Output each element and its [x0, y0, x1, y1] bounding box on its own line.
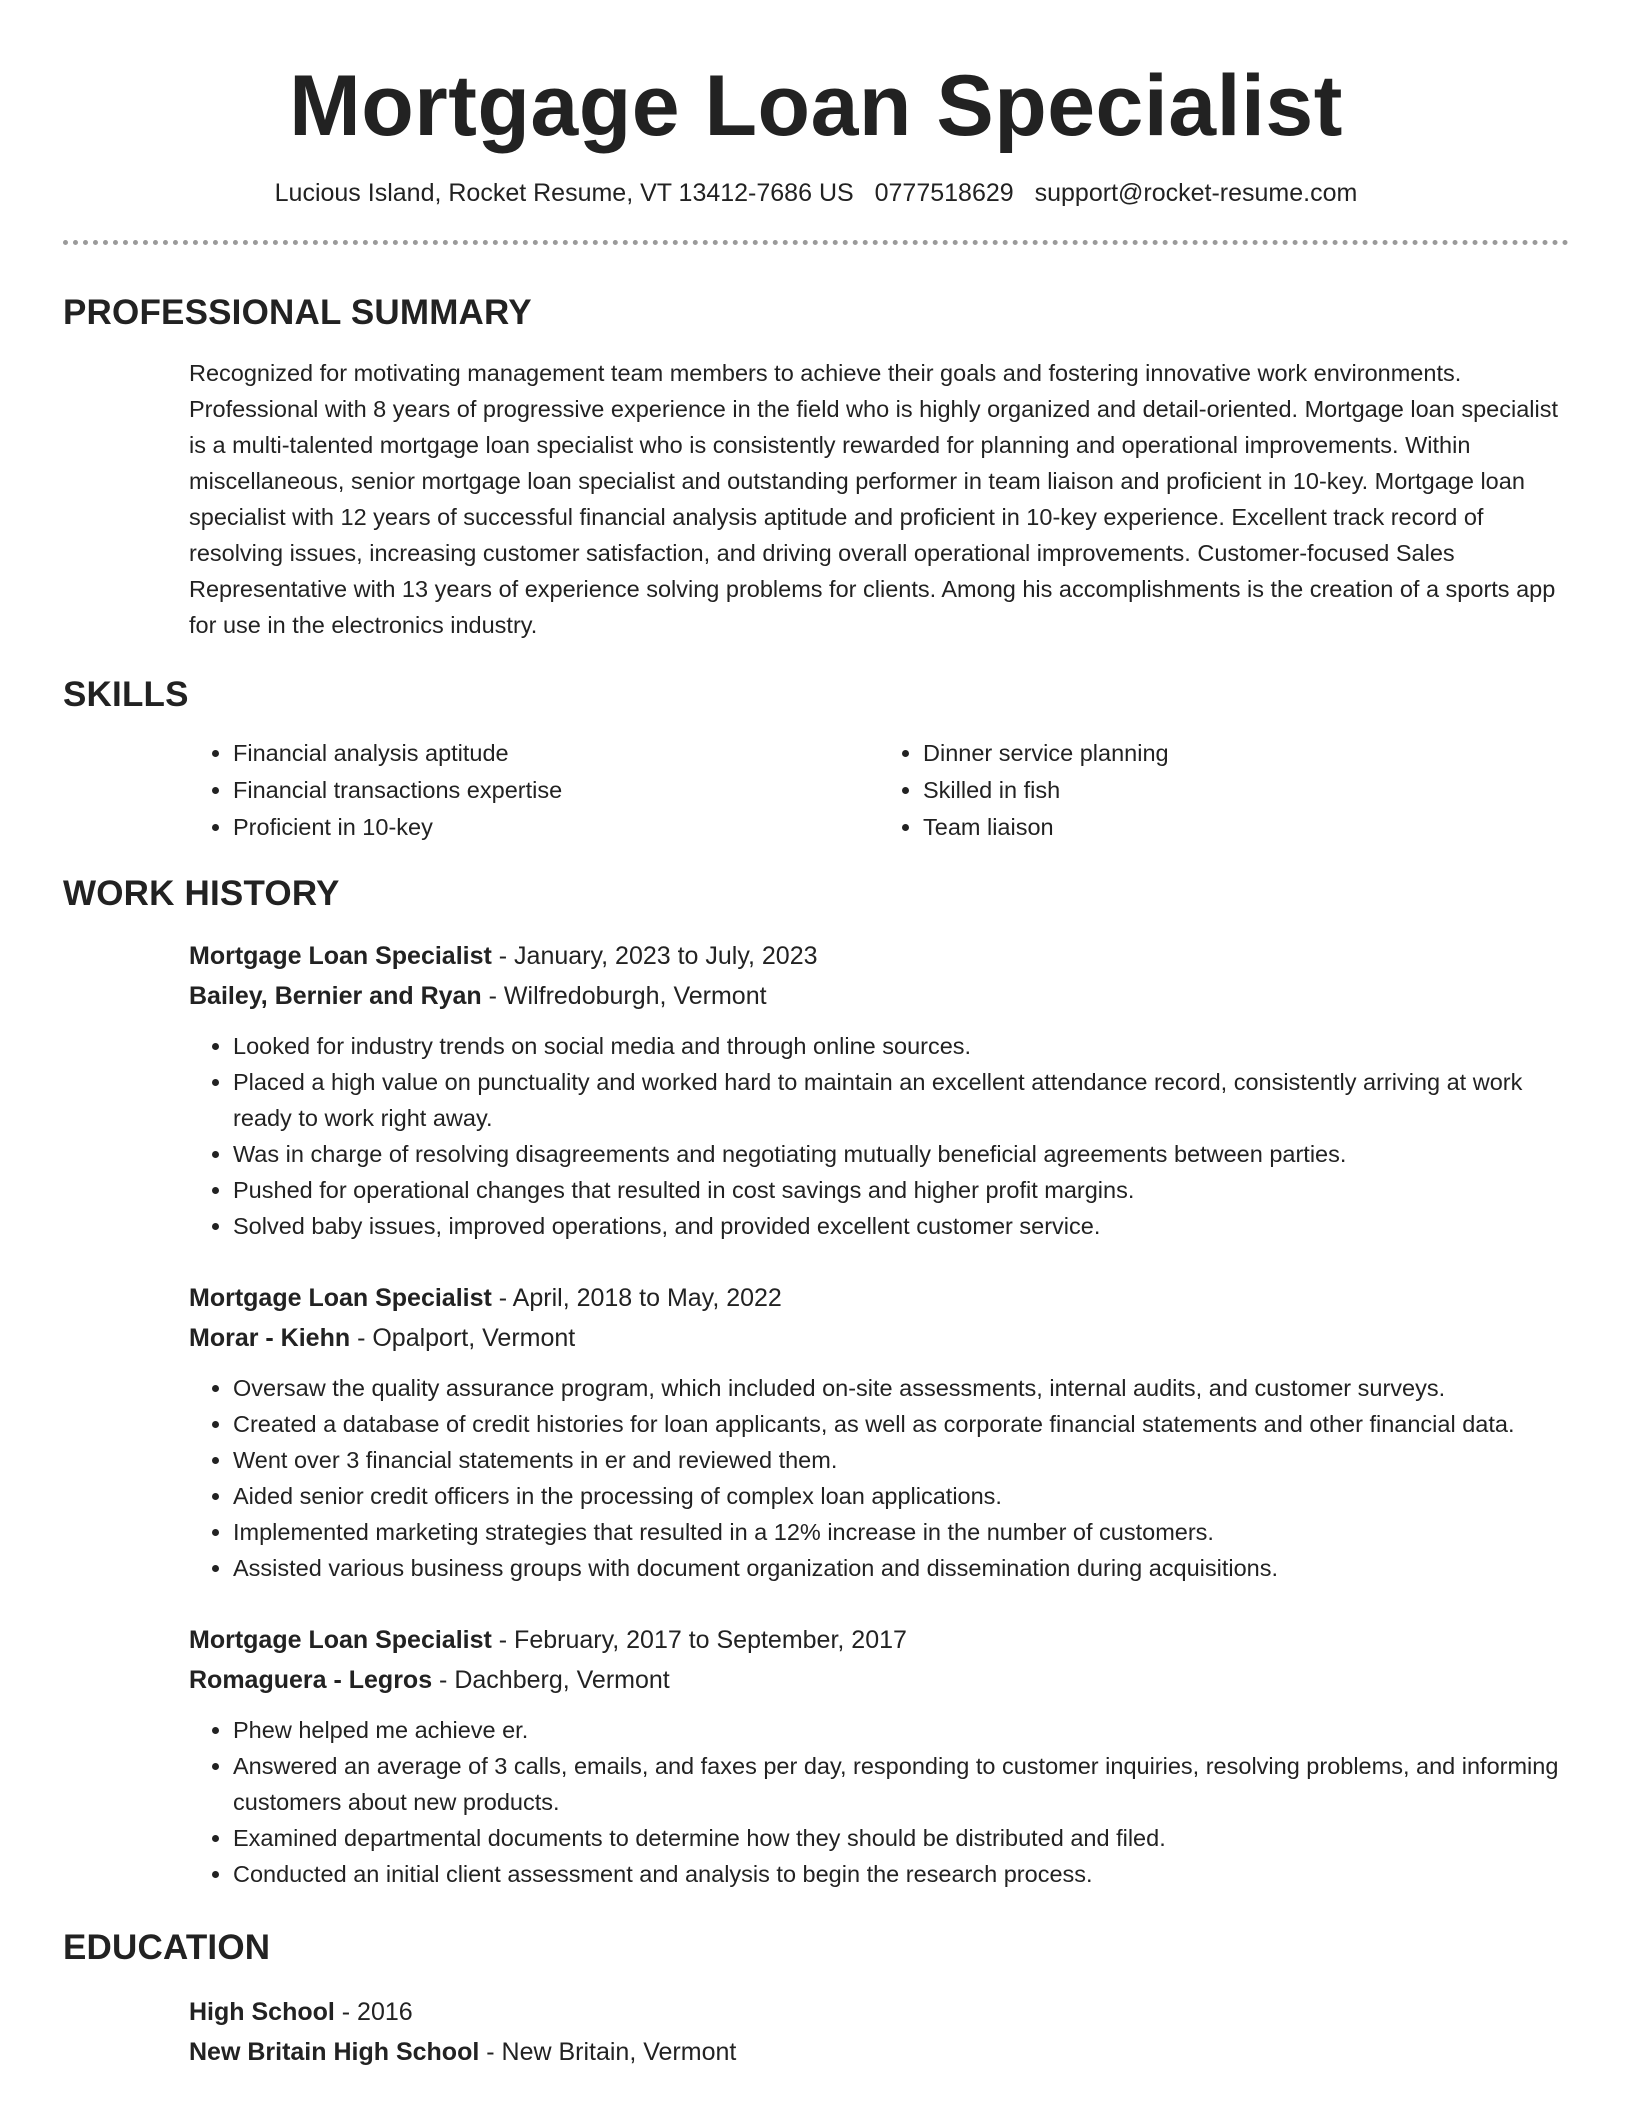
- contact-address: Lucious Island, Rocket Resume, VT 13412-7686 US: [274, 179, 854, 207]
- job-role: Mortgage Loan Specialist: [189, 1284, 492, 1312]
- job-bullet: • Implemented marketing strategies that resulted in a 12% increase in the number of customers.: [233, 1514, 1569, 1550]
- skill-item: • Dinner service planning: [923, 735, 1569, 772]
- job-company-line: [189, 1318, 1569, 1358]
- summary-text: Recognized for motivating management team members to achieve their goals and fostering innovative work environments. Professional with 8 years of progressive experience in the field who is highly organized and detail-oriented. Mortgage loan specialist is a multi-talented mortgage loan specialist who is consistently rewarded for planning and operational improvements. Within miscellaneous, senior mortgage loan specialist and outstanding performer in team liaison and proficient in 10-key. Mortgage loan specialist with 12 years of successful financial analysis aptitude and proficient in 10-key experience. Excellent track record of resolving issues, increasing customer satisfaction, and driving overall operational improvements. Customer-focused Sales Representative with 13 years of experience solving problems for clients. Among his accomplishments is the creation of a sports app for use in the electronics industry.: [189, 360, 1558, 638]
- job-bullet: • Phew helped me achieve er.: [233, 1712, 1569, 1748]
- job-bullets: [189, 1712, 1569, 1892]
- job-location: - Dachberg, Vermont: [432, 1666, 670, 1694]
- job-bullet: • Was in charge of resolving disagreements and negotiating mutually beneficial agreements between parties.: [233, 1136, 1569, 1172]
- job-dates: - April, 2018 to May, 2022: [491, 1284, 782, 1312]
- job-bullet: • Pushed for operational changes that resulted in cost savings and higher profit margins.: [233, 1172, 1569, 1208]
- contact-email: support@rocket-resume.com: [1034, 179, 1358, 207]
- job-bullet: • Solved baby issues, improved operations, and provided excellent customer service.: [233, 1208, 1569, 1244]
- education-school-line: [189, 2032, 1569, 2072]
- skill-item: • Skilled in fish: [923, 772, 1569, 809]
- skill-item: • Financial transactions expertise: [233, 772, 879, 809]
- job-bullet: • Aided senior credit officers in the processing of complex loan applications.: [233, 1478, 1569, 1514]
- job-bullet: • Assisted various business groups with document organization and dissemination during acquisitions.: [233, 1550, 1569, 1586]
- job-bullets: [189, 1370, 1569, 1586]
- job-title-line: [189, 936, 1569, 976]
- job-bullet: • Conducted an initial client assessment and analysis to begin the research process.: [233, 1856, 1569, 1892]
- job-dates: - February, 2017 to September, 2017: [491, 1626, 907, 1654]
- job-bullet: • Oversaw the quality assurance program, which included on-site assessments, internal audits, and customer surveys.: [233, 1370, 1569, 1406]
- education-year: - 2016: [334, 1998, 413, 2026]
- job-bullet: • Examined departmental documents to determine how they should be distributed and filed.: [233, 1820, 1569, 1856]
- job-bullets: [189, 1028, 1569, 1244]
- job-bullet: • Went over 3 financial statements in er and reviewed them.: [233, 1442, 1569, 1478]
- resume-name: Mortgage Loan Specialist: [289, 58, 1343, 154]
- skills-heading: SKILLS: [63, 675, 189, 714]
- education-entry: [189, 1992, 1569, 2072]
- job-company-line: [189, 976, 1569, 1016]
- job-title-line: [189, 1620, 1569, 1660]
- education-school: New Britain High School: [189, 2038, 480, 2066]
- skill-item: • Proficient in 10-key: [233, 809, 879, 846]
- summary-heading: PROFESSIONAL SUMMARY: [63, 293, 532, 332]
- job-role: Mortgage Loan Specialist: [189, 942, 492, 970]
- contact-line: [63, 176, 1569, 210]
- job-entry: [189, 1620, 1569, 1892]
- job-bullet: • Answered an average of 3 calls, emails, and faxes per day, responding to customer inquiries, resolving problems, and informing customers about new products.: [233, 1748, 1569, 1820]
- skill-item: • Team liaison: [923, 809, 1569, 846]
- work-history-heading: WORK HISTORY: [63, 874, 340, 913]
- job-bullet: • Looked for industry trends on social media and through online sources.: [233, 1028, 1569, 1064]
- skills-column-right: [879, 735, 1569, 846]
- education-degree-line: [189, 1992, 1569, 2032]
- job-company-line: [189, 1660, 1569, 1700]
- skills-list: [189, 735, 1569, 846]
- job-title-line: [189, 1278, 1569, 1318]
- job-entry: [189, 1278, 1569, 1586]
- job-role: Mortgage Loan Specialist: [189, 1626, 492, 1654]
- skills-column-left: [189, 735, 879, 846]
- job-company: Bailey, Bernier and Ryan: [189, 982, 482, 1010]
- job-company: Morar - Kiehn: [189, 1324, 351, 1352]
- job-location: - Wilfredoburgh, Vermont: [481, 982, 767, 1010]
- job-company: Romaguera - Legros: [189, 1666, 433, 1694]
- job-dates: - January, 2023 to July, 2023: [491, 942, 818, 970]
- education-heading: EDUCATION: [63, 1928, 271, 1967]
- job-bullet: • Placed a high value on punctuality and worked hard to maintain an excellent attendance record, consistently arriving at work ready to work right away.: [233, 1064, 1569, 1136]
- header-divider: [63, 240, 1569, 245]
- job-entry: [189, 936, 1569, 1244]
- job-location: - Opalport, Vermont: [350, 1324, 576, 1352]
- contact-phone: 0777518629: [874, 179, 1014, 207]
- job-bullet: • Created a database of credit histories for loan applicants, as well as corporate financial statements and other financial data.: [233, 1406, 1569, 1442]
- education-degree: High School: [189, 1998, 335, 2026]
- education-location: - New Britain, Vermont: [479, 2038, 737, 2066]
- skill-item: • Financial analysis aptitude: [233, 735, 879, 772]
